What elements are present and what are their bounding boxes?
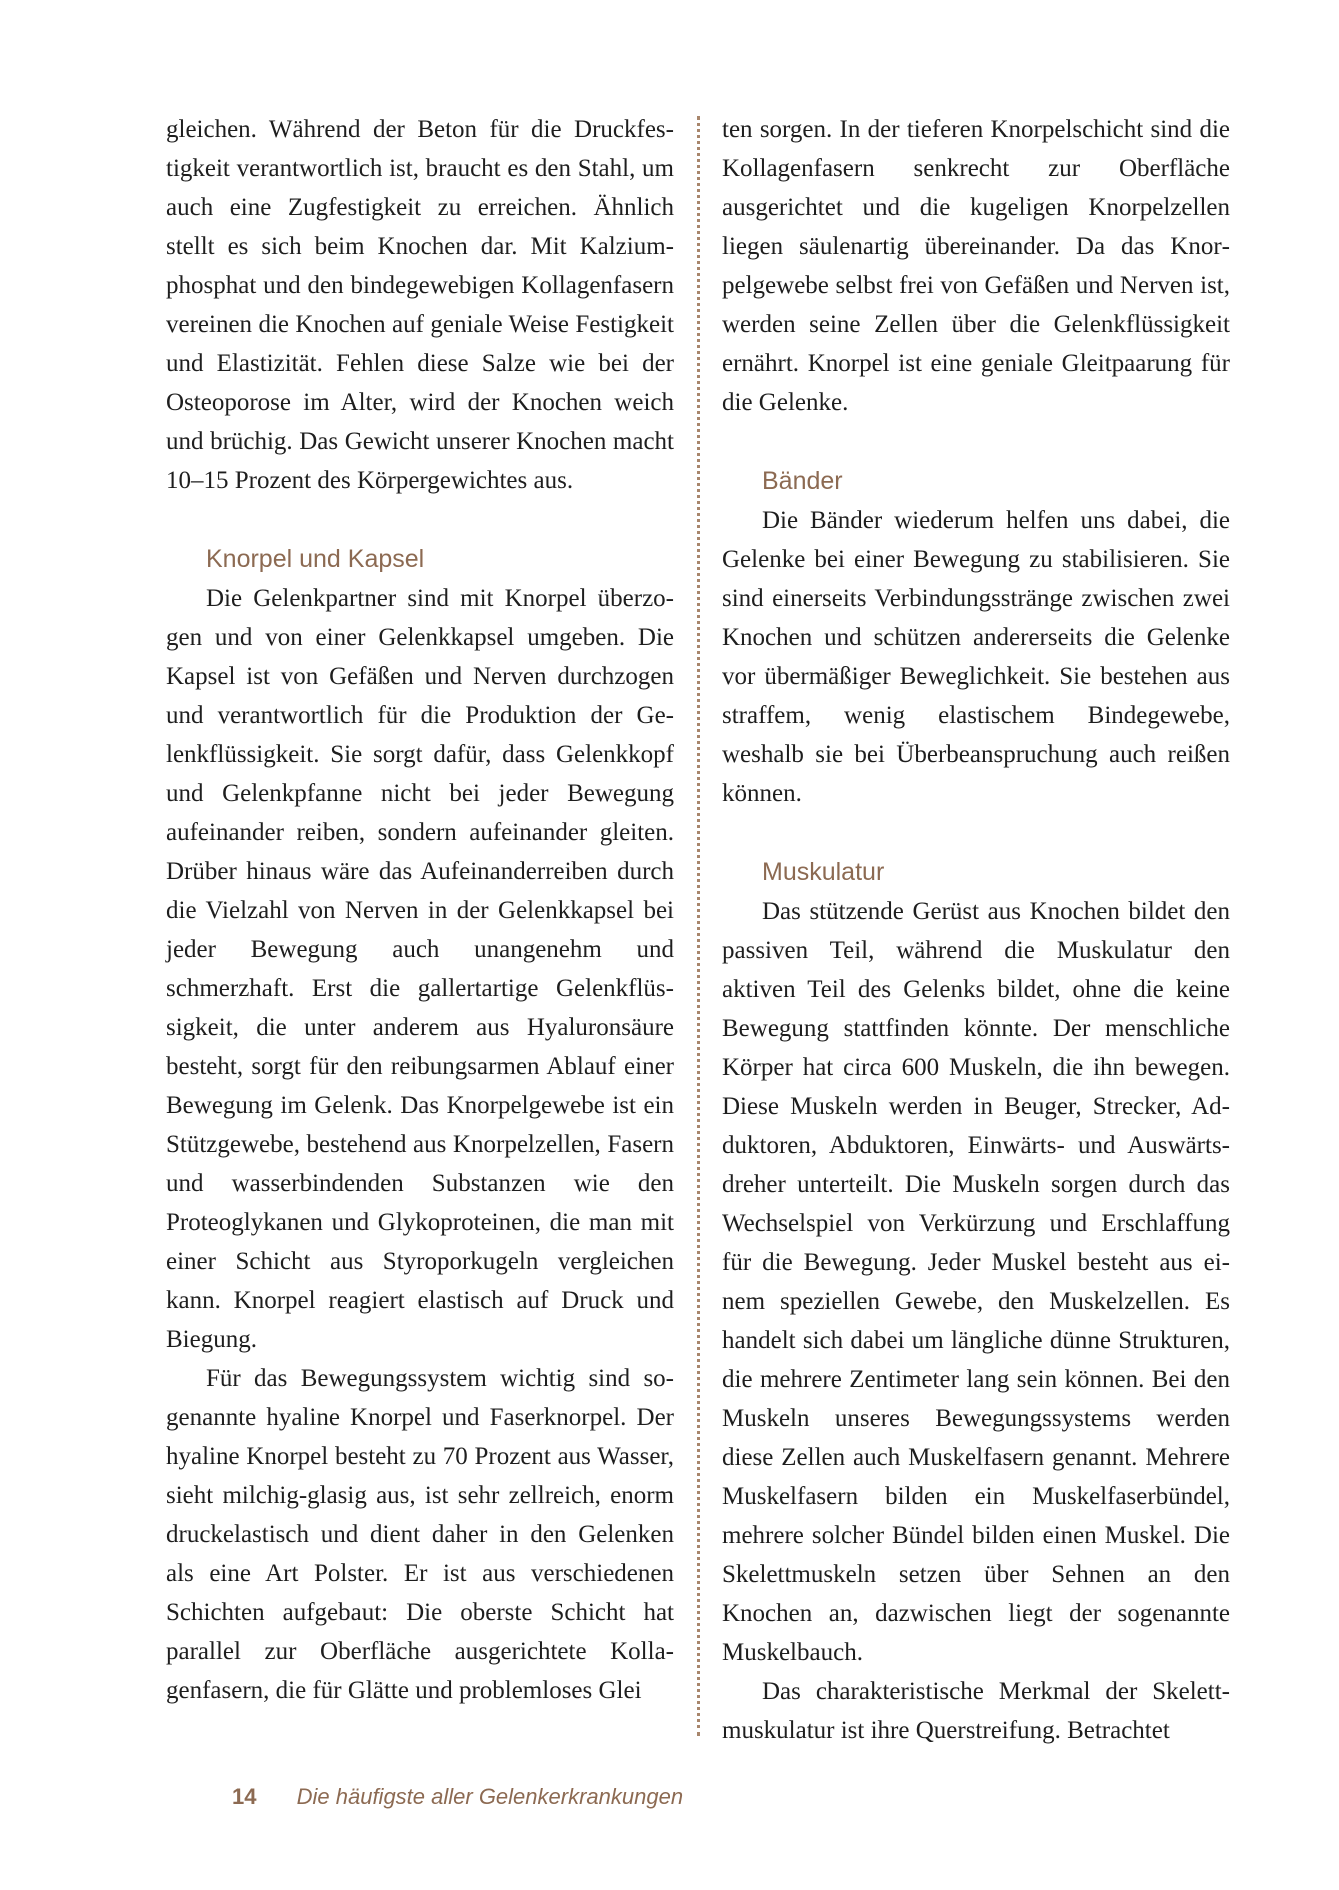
paragraph: Die Gelenkpartner sind mit Knorpel überzogen und von einer Gelenkkapsel umgeben. Die Kapsel ist von Gefäßen und Nerven durchzogen und verantwortlich für die Produktion der Gelenkflüssigkeit. Sie sorgt dafür, dass Gelenkkopf und Gelenkpfanne nicht bei jeder Bewegung aufeinander reiben, sondern aufeinander gleiten. Drüber hinaus wäre das Aufeinanderreiben durch die Vielzahl von Nerven in der Gelenkkapsel bei jeder Bewegung auch unangenehm und schmerzhaft. Erst die gallertartige Gelenkflüssigkeit, die unter anderem aus Hyaluronsäure besteht, sorgt für den reibungsarmen Ablauf einer Bewegung im Gelenk. Das Knorpelgewebe ist ein Stützgewebe, bestehend aus Knorpelzellen, Fasern und wasserbindenden Substanzen wie den Proteoglykanen und Glykoproteinen, die man mit einer Schicht aus Styroporkugeln vergleichen kann. Knorpel reagiert elastisch auf Druck und Biegung. — [166, 585, 674, 1353]
section-heading: Knorpel und Kapsel — [206, 545, 425, 573]
paragraph: Das stützende Gerüst aus Knochen bildet den passiven Teil, während die Muskulatur den aktiven Teil des Gelenks bildet, ohne die keine Bewegung stattfinden könnte. Der menschliche Körper hat circa 600 Muskeln, die ihn bewegen. Diese Muskeln werden in Beuger, Strecker, Adduktoren, Abduktoren, Einwärts- und Auswärtsdreher unterteilt. Die Muskeln sorgen durch das Wechselspiel von Verkürzung und Erschlaffung für die Bewegung. Jeder Muskel besteht aus einem speziellen Gewebe, den Muskelzellen. Es handelt sich dabei um längliche dünne Strukturen, die mehrere Zentimeter lang sein können. Bei den Muskeln unseres Bewegungssystems werden diese Zellen auch Muskelfasern genannt. Mehrere Muskelfasern bilden ein Muskelfaserbündel, mehrere solcher Bündel bilden einen Muskel. Die Skelettmuskeln setzen über Sehnen an den Knochen an, dazwischen liegt der sogenannte Muskelbauch. — [722, 898, 1230, 1666]
paragraph: Für das Bewegungssystem wichtig sind sogenannte hyaline Knorpel und Faserknorpel. Der hyaline Knorpel besteht zu 70 Prozent aus Wasser, sieht milchig-glasig aus, ist sehr zellreich, enorm druckelastisch und dient daher in den Gelenken als eine Art Polster. Er ist aus verschiedenen Schichten aufgebaut: Die oberste Schicht hat parallel zur Oberfläche ausgerichtete Kollagenfasern, die für Glätte und problemloses Glei — [166, 1365, 674, 1704]
paragraph: gleichen. Während der Beton für die Druckfestigkeit verantwortlich ist, braucht es den Stahl, um auch eine Zugfestigkeit zu erreichen. Ähnlich stellt es sich beim Knochen dar. Mit Kalziumphosphat und den bindegewebigen Kollagenfasern vereinen die Knochen auf geniale Weise Festigkeit und Elastizität. Fehlen diese Salze wie bei der Osteoporose im Alter, wird der Knochen weich und brüchig. Das Gewicht unserer Knochen macht 10–15 Prozent des Körpergewichtes aus. — [166, 116, 674, 494]
page-footer — [232, 1784, 683, 1810]
running-title: Die häufigste aller Gelenkerkrankungen — [296, 1784, 684, 1809]
paragraph: Das charakteristische Merkmal der Skelettmuskulatur ist ihre Querstreifung. Betrachtet — [722, 1678, 1230, 1744]
right-column — [722, 110, 1230, 1750]
section-heading: Muskulatur — [762, 858, 885, 886]
column-divider — [697, 116, 700, 1736]
section-heading: Bänder — [762, 467, 843, 495]
page-number: 14 — [232, 1784, 257, 1809]
paragraph: ten sorgen. In der tieferen Knorpelschicht sind die Kollagenfasern senkrecht zur Oberfläche ausgerichtet und die kugeligen Knorpelzellen liegen säulenartig übereinander. Da das Knorpelgewebe selbst frei von Gefäßen und Nerven ist, werden seine Zellen über die Gelenkflüssigkeit ernährt. Knorpel ist eine geniale Gleitpaarung für die Gelenke. — [722, 116, 1230, 416]
paragraph: Die Bänder wiederum helfen uns dabei, die Gelenke bei einer Bewegung zu stabilisieren. Sie sind einerseits Verbindungsstränge zwischen zwei Knochen und schützen andererseits die Gelenke vor übermäßiger Beweglichkeit. Sie bestehen aus straffem, wenig elastischem Bindegewebe, weshalb sie bei Überbeanspruchung auch reißen können. — [722, 507, 1230, 807]
left-column — [166, 110, 674, 1710]
